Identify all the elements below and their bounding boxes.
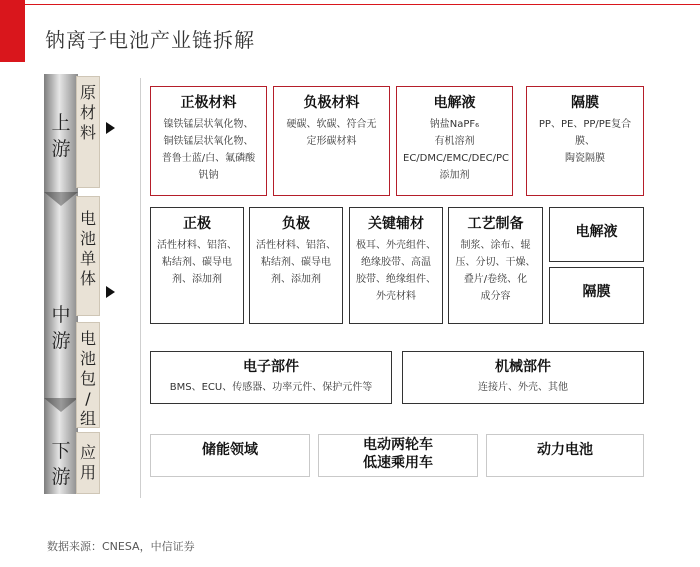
mechanical-components-box (402, 351, 644, 404)
substage-char: / (85, 389, 91, 408)
box-title: 关键辅材 (368, 216, 424, 232)
box-body: PP、PE、PP/PE复合膜、 陶瓷隔膜 (538, 119, 632, 164)
substage-battery-pack (76, 322, 100, 428)
substage-char: 电 (79, 329, 96, 348)
box-title: 正极 (183, 216, 211, 232)
box-body: 制浆、涂布、辊 压、分切、干燥、 叠片/卷绕、化 成分容 (455, 240, 536, 302)
box-body: 硬碳、软碳、符合无 定形碳材料 (286, 119, 377, 147)
box-title: 电动两轮车 低速乘用车 (363, 437, 433, 471)
substage-char: 料 (79, 123, 96, 142)
box-body: 钠盐NaPF₆ 有机溶剂 EC/DMC/EMC/DEC/PC 添加剂 (403, 119, 510, 181)
two-wheeler-box (318, 434, 478, 477)
substage-battery-cell (76, 196, 100, 316)
box-title: 电子部件 (243, 359, 299, 375)
substage-raw-materials (76, 76, 100, 188)
box-title: 隔膜 (571, 95, 599, 111)
box-body: 活性材料、铝箔、 粘结剂、碳导电 剂、添加剂 (256, 240, 336, 285)
substage-char: 组 (79, 409, 96, 428)
box-title: 储能领域 (202, 442, 258, 458)
substage-char: 包 (79, 369, 96, 388)
substage-char: 单 (79, 249, 96, 268)
box-body: 镍铁锰层状氧化物、 铜铁锰层状氧化物、 普鲁士蓝/白、氟磷酸 钒钠 (161, 119, 256, 181)
stage-midstream (44, 302, 78, 354)
electronic-components-box (150, 351, 392, 404)
substage-char: 用 (79, 463, 96, 482)
box-title: 工艺制备 (467, 216, 524, 232)
stage-char: 游 (51, 330, 71, 352)
box-title: 正极材料 (180, 95, 237, 111)
power-battery-box (486, 434, 644, 477)
substage-char: 体 (79, 269, 96, 288)
box-body: 活性材料、铝箔、 粘结剂、碳导电 剂、添加剂 (157, 240, 237, 285)
stage-downstream (44, 438, 78, 490)
cell-cathode-box (150, 207, 244, 324)
substage-char: 原 (79, 83, 96, 102)
stage-char: 上 (51, 112, 71, 134)
box-body: 连接片、外壳、其他 (478, 382, 568, 393)
box-title: 电解液 (575, 224, 618, 240)
box-body: 极耳、外壳组件、 绝缘胶带、高温 胶带、绝缘组件、 外壳材料 (356, 240, 436, 302)
cell-anode-box (249, 207, 343, 324)
box-title: 机械部件 (495, 359, 551, 375)
anode-material-box (273, 86, 390, 196)
stage-char: 下 (51, 440, 71, 462)
box-title: 负极材料 (303, 95, 360, 111)
substage-char: 应 (79, 443, 96, 462)
divider-line (140, 78, 141, 498)
substage-char: 池 (79, 349, 96, 368)
substage-char: 电 (79, 209, 96, 228)
box-title: 隔膜 (582, 284, 611, 300)
stage-char: 游 (51, 466, 71, 488)
substage-char: 材 (79, 103, 96, 122)
data-source: 数据来源：CNESA，中信证券 (47, 540, 195, 553)
page-title: 钠离子电池产业链拆解 (45, 28, 255, 52)
stage-char: 中 (51, 304, 71, 326)
substage-char: 池 (79, 229, 96, 248)
box-title: 动力电池 (537, 442, 593, 458)
cell-auxiliary-materials-box (349, 207, 443, 324)
cell-electrolyte-box (549, 207, 644, 262)
stage-upstream (44, 110, 78, 162)
title-accent-bar (0, 0, 25, 62)
play-arrow-icon (106, 122, 115, 134)
box-body: BMS、ECU、传感器、功率元件、保护元件等 (169, 382, 373, 393)
separator-material-box (526, 86, 644, 196)
play-arrow-icon (106, 286, 115, 298)
electrolyte-material-box (396, 86, 513, 196)
stage-char: 游 (51, 138, 71, 160)
cell-process-box (448, 207, 543, 324)
energy-storage-box (150, 434, 310, 477)
box-title: 电解液 (433, 95, 476, 111)
box-title: 负极 (282, 216, 310, 232)
cathode-material-box (150, 86, 267, 196)
cell-separator-box (549, 267, 644, 324)
substage-application (76, 432, 100, 494)
header-rule (25, 4, 700, 5)
